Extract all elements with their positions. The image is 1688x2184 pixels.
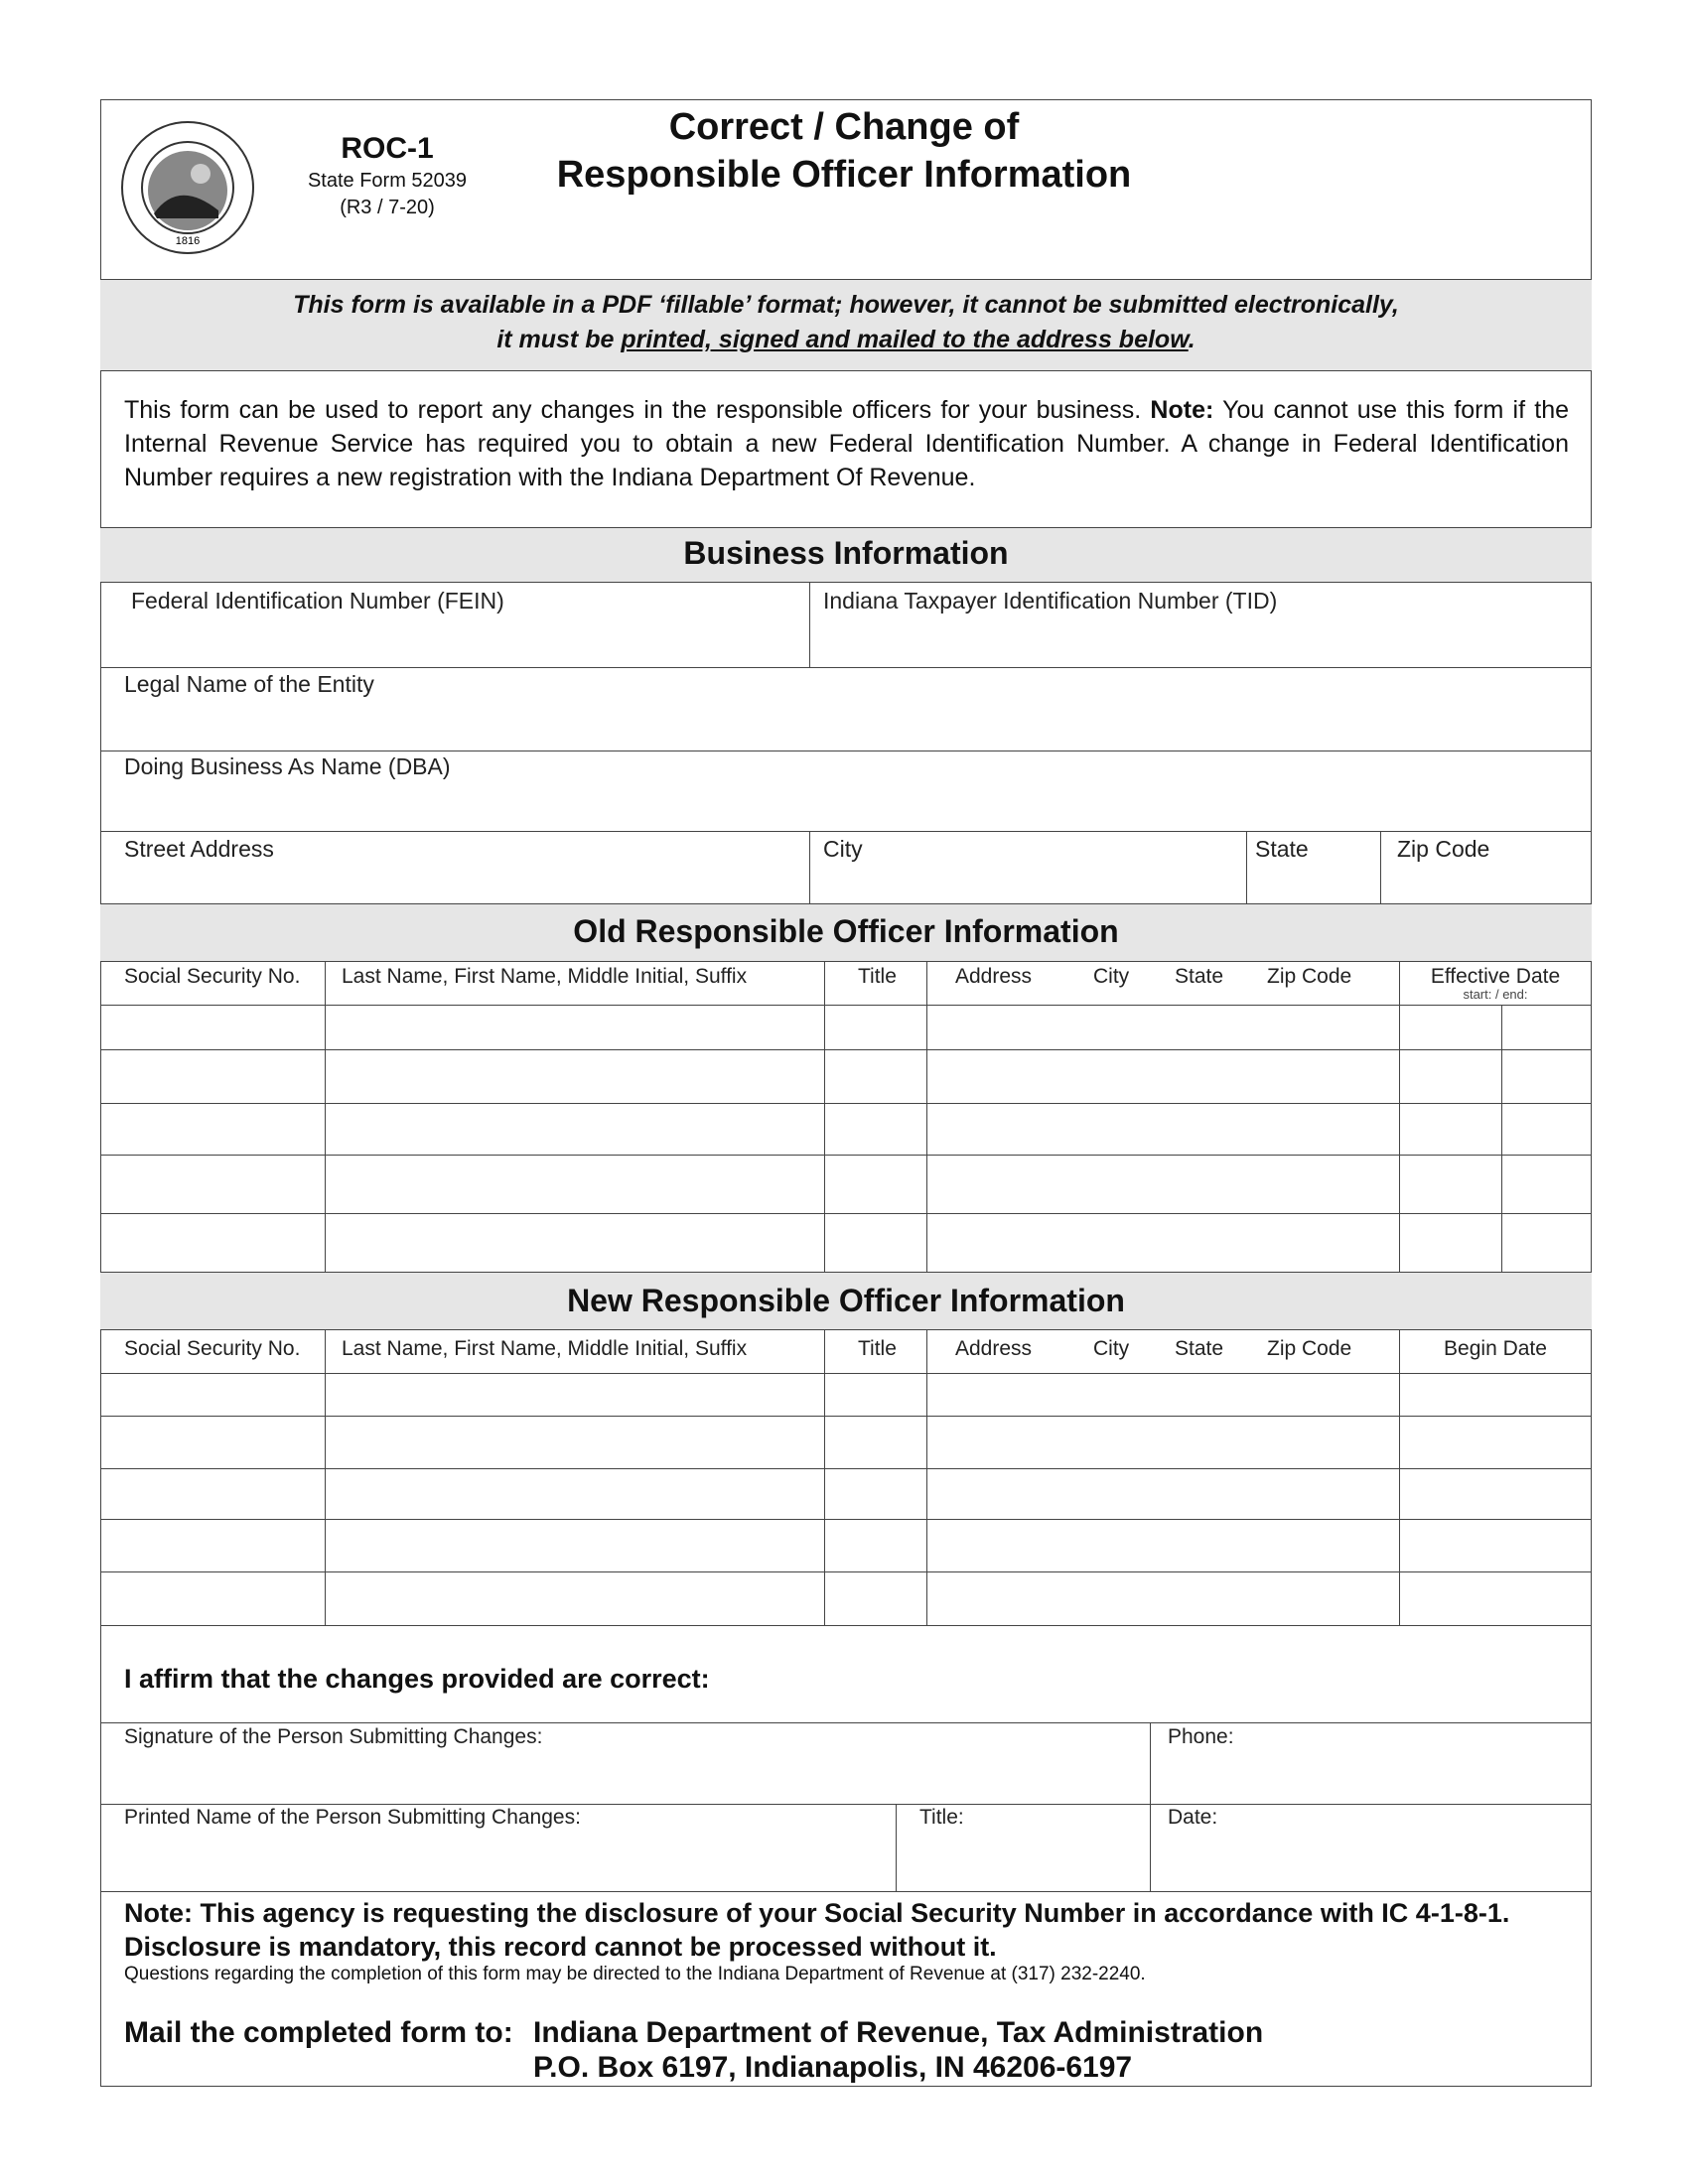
questions-contact: Questions regarding the completion of this form may be directed to the Indiana Department of Revenue at (317) 232-2240. [124,1964,1146,1984]
intro-text-2: You cannot use this form if the Internal Revenue Service has required you to obtain a new Federal Identification Number. A change in Federal Identification Number requires a new registration with the Indiana Department Of Revenue. [124,396,1569,491]
old-officer-heading: Old Responsible Officer Information [573,913,1119,949]
form-title-line2: Responsible Officer Information [556,154,1132,196]
state-form-number: State Form 52039 [307,170,468,192]
column-header: Social Security No. [124,1337,301,1360]
phone-field[interactable]: Phone: [1168,1725,1234,1748]
form-revision: (R3 / 7-20) [340,197,435,218]
table-row[interactable] [100,1005,1592,1049]
column-header: Address [955,965,1033,988]
notice-line2-suffix: . [1188,326,1196,353]
legal-name-field[interactable]: Legal Name of the Entity [124,671,374,697]
column-header: Zip Code [1267,1337,1352,1360]
disclosure-mandatory-note: Disclosure is mandatory, this record cannot be processed without it. [124,1932,997,1962]
column-header: Last Name, First Name, Middle Initial, Suffix [342,1337,748,1360]
svg-text:1816: 1816 [175,235,201,247]
table-row[interactable] [100,1468,1592,1519]
column-header: City [1093,1337,1130,1360]
notice-line2-underlined: printed, signed and mailed to the address below [621,326,1189,353]
table-row[interactable] [100,1519,1592,1571]
street-address-field[interactable]: Street Address [124,836,274,862]
table-row[interactable] [100,1213,1592,1272]
table-row[interactable] [100,1049,1592,1103]
notice-line2-prefix: it must be [496,326,622,353]
date-field[interactable]: Date: [1168,1806,1218,1829]
dba-field[interactable]: Doing Business As Name (DBA) [124,753,451,779]
fein-field[interactable]: Federal Identification Number (FEIN) [131,588,504,614]
printed-name-field[interactable]: Printed Name of the Person Submitting Changes: [124,1806,581,1829]
state-field[interactable]: State [1255,836,1309,862]
new-officer-heading: New Responsible Officer Information [567,1283,1125,1318]
mail-address-line2: P.O. Box 6197, Indianapolis, IN 46206-6197 [533,2051,1133,2084]
affirm-heading: I affirm that the changes provided are correct: [124,1664,710,1694]
column-header: Title [858,965,897,988]
mail-label: Mail the completed form to: [124,2016,513,2049]
title-field[interactable]: Title: [919,1806,964,1829]
column-header: Address [955,1337,1033,1360]
column-header: Zip Code [1267,965,1352,988]
column-header: State [1175,1337,1224,1360]
notice-line1: This form is available in a PDF ‘fillable’ format; however, it cannot be submitted electronically, [293,291,1399,319]
column-header: Effective Date [1430,965,1561,988]
table-row[interactable] [100,1571,1592,1625]
intro-text [124,393,1569,494]
table-row[interactable] [100,1373,1592,1416]
column-header: Last Name, First Name, Middle Initial, Suffix [342,965,748,988]
column-header: Social Security No. [124,965,301,988]
mail-to-block [124,2015,1263,2085]
table-row[interactable] [100,1103,1592,1155]
effective-date-subheader: start: / end: [1463,987,1528,1002]
tid-field[interactable]: Indiana Taxpayer Identification Number (TID) [823,588,1278,614]
ssn-disclosure-note: Note: This agency is requesting the disclosure of your Social Security Number in accordance with IC 4-1-8-1. [124,1898,1510,1928]
column-header: City [1093,965,1130,988]
intro-text-1: This form can be used to report any changes in the responsible officers for your business. [124,396,1151,424]
indiana-state-seal [119,119,256,256]
table-row[interactable] [100,1155,1592,1213]
column-header: State [1175,965,1224,988]
zip-code-field[interactable]: Zip Code [1397,836,1490,862]
intro-note-label: Note: [1150,396,1214,424]
city-field[interactable]: City [823,836,863,862]
column-header: Begin Date [1444,1337,1547,1360]
column-header: Title [858,1337,897,1360]
business-heading: Business Information [683,535,1009,571]
table-row[interactable] [100,1416,1592,1468]
form-id: ROC-1 [341,132,434,165]
mail-address-line1: Indiana Department of Revenue, Tax Administration [533,2016,1264,2049]
signature-field[interactable]: Signature of the Person Submitting Changes: [124,1725,543,1748]
form-title-line1: Correct / Change of [668,106,1020,148]
